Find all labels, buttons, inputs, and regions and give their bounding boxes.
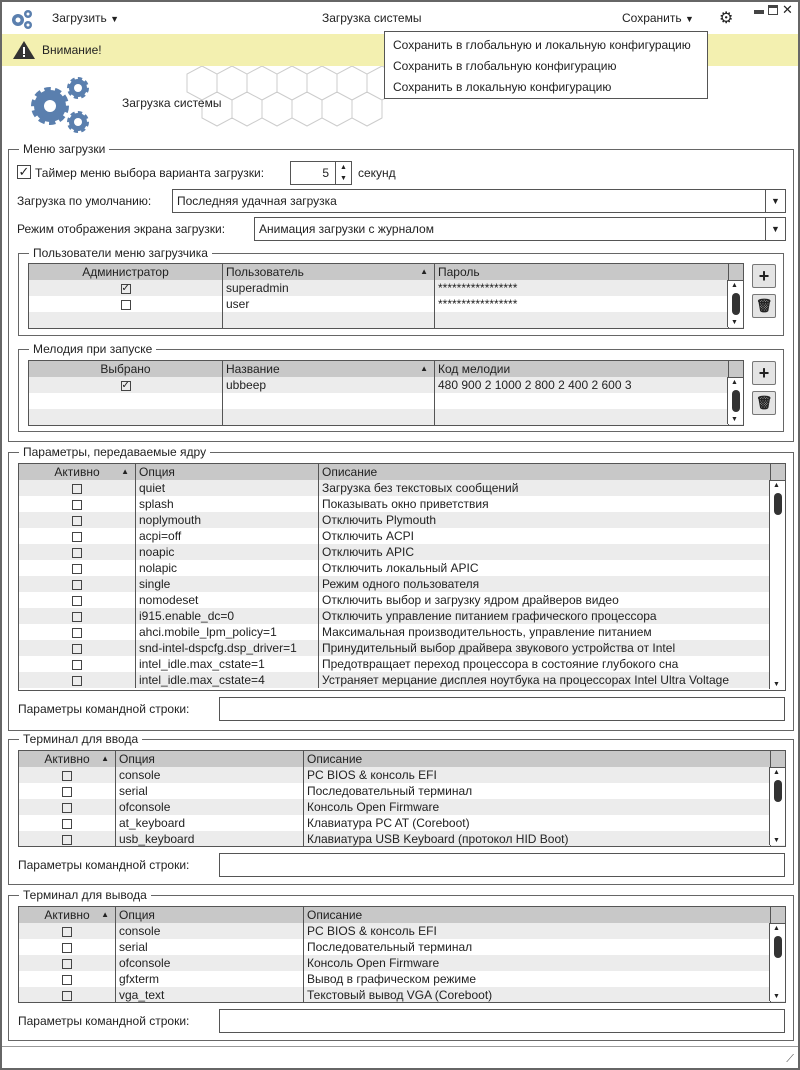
column-header[interactable] bbox=[223, 264, 435, 280]
scroll-down-icon[interactable]: ▼ bbox=[731, 319, 738, 326]
table-header bbox=[29, 361, 743, 377]
row-checkbox[interactable] bbox=[72, 516, 82, 526]
kernel-params-table bbox=[18, 463, 786, 691]
header-title: Загрузка системы bbox=[122, 96, 222, 110]
table-row[interactable] bbox=[19, 496, 785, 512]
table-cell: user bbox=[223, 296, 435, 312]
empty-cell bbox=[223, 425, 435, 426]
sort-asc-icon[interactable]: ▲ bbox=[101, 754, 109, 763]
table-cell: Последовательный терминал bbox=[304, 939, 771, 955]
empty-cell bbox=[29, 328, 223, 329]
table-cell: Предотвращает переход процессора в состояние глубокого сна bbox=[319, 656, 771, 672]
empty-cell bbox=[223, 409, 435, 425]
checkbox-cell bbox=[19, 767, 116, 783]
table-header bbox=[19, 907, 785, 923]
save-menu-button[interactable] bbox=[622, 11, 694, 25]
table-cell: Последовательный терминал bbox=[304, 783, 771, 799]
table-cell: single bbox=[136, 576, 319, 592]
table-cell: Устраняет мерцание дисплея ноутбука на процессорах Intel Ultra Voltage bbox=[319, 672, 771, 688]
app-gears-icon bbox=[10, 8, 34, 30]
trash-icon: 🗑 bbox=[755, 395, 773, 410]
column-header-label: Пароль bbox=[438, 265, 480, 279]
column-header-label: Опция bbox=[119, 908, 155, 922]
column-header[interactable] bbox=[223, 361, 435, 377]
group-legend: Терминал для вывода bbox=[19, 888, 151, 902]
table-cell: Показывать окно приветствия bbox=[319, 496, 771, 512]
row-checkbox[interactable] bbox=[62, 991, 72, 1001]
row-checkbox[interactable] bbox=[62, 835, 72, 845]
table-row[interactable] bbox=[19, 608, 785, 624]
kernel-cmdline-input[interactable] bbox=[219, 697, 785, 721]
table-row[interactable] bbox=[29, 328, 743, 329]
checkbox-cell bbox=[19, 939, 116, 955]
scroll-down-icon[interactable]: ▼ bbox=[773, 837, 780, 844]
row-checkbox[interactable] bbox=[62, 959, 72, 969]
window-title: Загрузка системы bbox=[322, 11, 422, 25]
table-cell: Текстовый вывод VGA (Coreboot) bbox=[304, 987, 771, 1003]
table-row[interactable] bbox=[29, 296, 743, 312]
table-cell: quiet bbox=[136, 480, 319, 496]
scroll-up-icon[interactable]: ▲ bbox=[731, 379, 738, 386]
column-header[interactable] bbox=[19, 751, 116, 767]
plus-icon: + bbox=[758, 265, 770, 286]
add-user-button[interactable] bbox=[752, 264, 776, 288]
table-row[interactable] bbox=[19, 560, 785, 576]
terminal-input-cmdline-label: Параметры командной строки: bbox=[18, 858, 190, 872]
table-row[interactable] bbox=[29, 409, 743, 425]
column-header[interactable] bbox=[304, 751, 771, 767]
column-header[interactable] bbox=[136, 464, 319, 480]
table-cell: Загрузка без текстовых сообщений bbox=[319, 480, 771, 496]
table-row[interactable] bbox=[29, 377, 743, 393]
header-gears-icon bbox=[28, 74, 94, 138]
checkbox-cell bbox=[19, 656, 136, 672]
status-bar-divider bbox=[2, 1046, 798, 1047]
table-cell: i915.enable_dc=0 bbox=[136, 608, 319, 624]
timer-value: 5 bbox=[322, 166, 329, 180]
scroll-down-icon[interactable]: ▼ bbox=[773, 993, 780, 1000]
checkbox-cell bbox=[19, 528, 136, 544]
display-mode-label: Режим отображения экрана загрузки: bbox=[17, 222, 226, 236]
table-cell: noplymouth bbox=[136, 512, 319, 528]
add-melody-button[interactable] bbox=[752, 361, 776, 385]
column-header[interactable] bbox=[435, 361, 729, 377]
timer-checkbox[interactable]: ✓ bbox=[18, 164, 30, 179]
table-row[interactable] bbox=[29, 425, 743, 426]
table-row[interactable] bbox=[29, 280, 743, 296]
row-checkbox[interactable] bbox=[72, 548, 82, 558]
table-row[interactable] bbox=[19, 939, 785, 955]
checkbox-cell bbox=[19, 672, 136, 688]
column-header-label: Активно bbox=[54, 465, 100, 479]
column-header[interactable] bbox=[19, 907, 116, 923]
empty-cell bbox=[435, 409, 729, 425]
table-cell: usb_keyboard bbox=[116, 831, 304, 847]
row-checkbox[interactable] bbox=[72, 580, 82, 590]
table-cell: nolapic bbox=[136, 560, 319, 576]
row-checkbox[interactable] bbox=[72, 596, 82, 606]
title-bar bbox=[2, 2, 798, 34]
table-cell: at_keyboard bbox=[116, 815, 304, 831]
checkbox-cell bbox=[29, 296, 223, 312]
scroll-down-icon[interactable]: ▼ bbox=[731, 416, 738, 423]
scroll-up-icon[interactable]: ▲ bbox=[773, 925, 780, 932]
scrollbar-thumb[interactable] bbox=[732, 390, 740, 412]
default-boot-select[interactable] bbox=[172, 189, 786, 213]
column-header[interactable] bbox=[116, 751, 304, 767]
timer-unit: секунд bbox=[358, 166, 396, 180]
checkbox-cell bbox=[19, 560, 136, 576]
display-mode-value: Анимация загрузки с журналом bbox=[259, 222, 434, 236]
column-header-label: Название bbox=[226, 362, 280, 376]
group-legend: Параметры, передаваемые ядру bbox=[19, 445, 210, 459]
row-checkbox[interactable] bbox=[72, 500, 82, 510]
row-checkbox[interactable] bbox=[62, 943, 72, 953]
table-cell: vga_text bbox=[116, 987, 304, 1003]
checkbox-cell bbox=[19, 608, 136, 624]
checkbox-cell bbox=[19, 971, 116, 987]
caret-down-icon: ▼ bbox=[110, 14, 120, 24]
table-cell: Принудительный выбор драйвера звукового устройства от Intel bbox=[319, 640, 771, 656]
table-row[interactable] bbox=[19, 512, 785, 528]
table-cell: superadmin bbox=[223, 280, 435, 296]
row-checkbox[interactable] bbox=[121, 300, 131, 310]
table-header bbox=[19, 464, 785, 480]
table-row[interactable] bbox=[19, 767, 785, 783]
row-checkbox[interactable] bbox=[72, 676, 82, 686]
trash-icon: 🗑 bbox=[755, 298, 773, 313]
caret-down-icon: ▼ bbox=[684, 14, 694, 24]
group-legend: Меню загрузки bbox=[19, 142, 109, 156]
checkbox-cell bbox=[19, 799, 116, 815]
table-cell: noapic bbox=[136, 544, 319, 560]
scroll-up-icon[interactable]: ▲ bbox=[773, 769, 780, 776]
load-menu-button[interactable] bbox=[52, 11, 119, 25]
table-cell: Вывод в графическом режиме bbox=[304, 971, 771, 987]
kernel-cmdline-label: Параметры командной строки: bbox=[18, 702, 190, 716]
maximize-icon[interactable] bbox=[768, 5, 778, 15]
column-header[interactable] bbox=[29, 264, 223, 280]
column-header[interactable] bbox=[116, 907, 304, 923]
melody-table bbox=[28, 360, 744, 426]
delete-user-button[interactable] bbox=[752, 294, 776, 318]
checkbox-cell bbox=[19, 544, 136, 560]
sort-asc-icon[interactable]: ▲ bbox=[420, 364, 428, 373]
row-checkbox[interactable] bbox=[62, 803, 72, 813]
table-row[interactable] bbox=[19, 576, 785, 592]
table-row[interactable] bbox=[19, 783, 785, 799]
table-row[interactable] bbox=[19, 831, 785, 847]
column-header[interactable] bbox=[319, 464, 771, 480]
table-cell: 480 900 2 1000 2 800 2 400 2 600 3 bbox=[435, 377, 729, 393]
scroll-up-icon[interactable]: ▲ bbox=[731, 282, 738, 289]
scroll-down-icon[interactable]: ▼ bbox=[773, 681, 780, 688]
terminal-input-cmdline-input[interactable] bbox=[219, 853, 785, 877]
table-cell: Консоль Open Firmware bbox=[304, 955, 771, 971]
row-checkbox[interactable] bbox=[62, 927, 72, 937]
table-cell: snd-intel-dspcfg.dsp_driver=1 bbox=[136, 640, 319, 656]
settings-gear-icon[interactable]: ⚙ bbox=[719, 10, 734, 27]
terminal-output-cmdline-label: Параметры командной строки: bbox=[18, 1014, 190, 1028]
timer-stepper[interactable] bbox=[290, 161, 352, 185]
table-cell: console bbox=[116, 767, 304, 783]
scrollbar-thumb[interactable] bbox=[774, 936, 782, 958]
table-row[interactable] bbox=[19, 528, 785, 544]
table-cell: Отключить ACPI bbox=[319, 528, 771, 544]
column-header[interactable] bbox=[29, 361, 223, 377]
table-cell: ubbeep bbox=[223, 377, 435, 393]
checkbox-cell bbox=[19, 640, 136, 656]
table-cell: Отключить выбор и загрузку ядром драйверов видео bbox=[319, 592, 771, 608]
column-header-label: Пользователь bbox=[226, 265, 304, 279]
resize-grip-icon[interactable]: ⟋ bbox=[786, 1053, 794, 1065]
checkbox-cell bbox=[19, 576, 136, 592]
table-cell: serial bbox=[116, 783, 304, 799]
checkbox-cell bbox=[19, 496, 136, 512]
scrollbar[interactable] bbox=[769, 767, 785, 845]
table-cell: Отключить APIC bbox=[319, 544, 771, 560]
table-cell: Отключить локальный APIC bbox=[319, 560, 771, 576]
empty-cell bbox=[223, 312, 435, 328]
scrollbar-thumb[interactable] bbox=[774, 780, 782, 802]
row-checkbox[interactable] bbox=[72, 628, 82, 638]
users-table bbox=[28, 263, 744, 329]
table-cell: serial bbox=[116, 939, 304, 955]
load-menu-label: Загрузить bbox=[52, 11, 107, 25]
table-row[interactable] bbox=[19, 624, 785, 640]
minimize-icon[interactable] bbox=[754, 10, 764, 14]
default-boot-label: Загрузка по умолчанию: bbox=[17, 194, 152, 208]
table-cell: nomodeset bbox=[136, 592, 319, 608]
table-cell: gfxterm bbox=[116, 971, 304, 987]
empty-cell bbox=[435, 312, 729, 328]
plus-icon: + bbox=[758, 362, 770, 383]
default-boot-value: Последняя удачная загрузка bbox=[177, 194, 337, 208]
table-cell: ahci.mobile_lpm_policy=1 bbox=[136, 624, 319, 640]
warning-text: Внимание! bbox=[42, 43, 102, 57]
table-cell: PC BIOS & консоль EFI bbox=[304, 767, 771, 783]
table-cell: Отключить Plymouth bbox=[319, 512, 771, 528]
row-checkbox[interactable] bbox=[72, 660, 82, 670]
checkbox-cell bbox=[19, 512, 136, 528]
scrollbar-thumb[interactable] bbox=[774, 493, 782, 515]
row-checkbox[interactable] bbox=[72, 612, 82, 622]
column-header-label: Выбрано bbox=[100, 362, 151, 376]
table-cell: PC BIOS & консоль EFI bbox=[304, 923, 771, 939]
column-header-label: Опция bbox=[139, 465, 175, 479]
sort-asc-icon[interactable]: ▲ bbox=[101, 910, 109, 919]
checkbox-cell bbox=[19, 831, 116, 847]
menu-item-save-global-local[interactable]: Сохранить в глобальную и локальную конфигурацию bbox=[393, 38, 691, 52]
table-cell: Консоль Open Firmware bbox=[304, 799, 771, 815]
table-cell: console bbox=[116, 923, 304, 939]
dropdown-arrow-icon[interactable]: ▼ bbox=[765, 218, 785, 240]
table-row[interactable] bbox=[19, 799, 785, 815]
display-mode-select[interactable] bbox=[254, 217, 786, 241]
column-header-label: Активно bbox=[44, 908, 90, 922]
column-header[interactable] bbox=[304, 907, 771, 923]
table-row[interactable] bbox=[29, 393, 743, 409]
table-cell: acpi=off bbox=[136, 528, 319, 544]
checkbox-cell bbox=[19, 783, 116, 799]
table-cell: Клавиатура PC AT (Coreboot) bbox=[304, 815, 771, 831]
column-header-label: Код мелодии bbox=[438, 362, 511, 376]
table-cell: Режим одного пользователя bbox=[319, 576, 771, 592]
table-cell: intel_idle.max_cstate=1 bbox=[136, 656, 319, 672]
empty-cell bbox=[223, 328, 435, 329]
table-row[interactable] bbox=[19, 544, 785, 560]
scroll-up-icon[interactable]: ▲ bbox=[773, 482, 780, 489]
table-row[interactable] bbox=[19, 971, 785, 987]
table-cell: ofconsole bbox=[116, 799, 304, 815]
row-checkbox[interactable]: ✓ bbox=[121, 282, 130, 294]
table-row[interactable] bbox=[19, 592, 785, 608]
table-cell: Максимальная производительность, управление питанием bbox=[319, 624, 771, 640]
row-checkbox[interactable] bbox=[72, 644, 82, 654]
stepper-arrows-icon[interactable]: ▲ ▼ bbox=[335, 162, 351, 184]
table-cell: Отключить управление питанием графического процессора bbox=[319, 608, 771, 624]
save-dropdown-menu bbox=[384, 31, 708, 99]
column-header-label: Активно bbox=[44, 752, 90, 766]
table-row[interactable] bbox=[19, 955, 785, 971]
row-checkbox[interactable] bbox=[62, 787, 72, 797]
column-header[interactable] bbox=[19, 464, 136, 480]
menu-item-save-global[interactable]: Сохранить в глобальную конфигурацию bbox=[393, 59, 617, 73]
row-checkbox[interactable] bbox=[72, 564, 82, 574]
checkbox-cell bbox=[19, 815, 116, 831]
scrollbar[interactable] bbox=[727, 377, 743, 424]
scrollbar-thumb[interactable] bbox=[732, 293, 740, 315]
table-row[interactable] bbox=[29, 312, 743, 328]
table-cell: ***************** bbox=[435, 280, 729, 296]
table-cell: intel_idle.max_cstate=4 bbox=[136, 672, 319, 688]
sort-asc-icon[interactable]: ▲ bbox=[420, 267, 428, 276]
terminal-output-cmdline-input[interactable] bbox=[219, 1009, 785, 1033]
group-legend: Пользователи меню загрузчика bbox=[29, 246, 212, 260]
table-header bbox=[29, 264, 743, 280]
table-cell: ofconsole bbox=[116, 955, 304, 971]
sort-asc-icon[interactable]: ▲ bbox=[121, 467, 129, 476]
warning-icon bbox=[12, 40, 36, 60]
row-checkbox[interactable] bbox=[72, 484, 82, 494]
table-cell: splash bbox=[136, 496, 319, 512]
empty-cell bbox=[29, 425, 223, 426]
empty-cell bbox=[29, 409, 223, 425]
checkbox-cell bbox=[19, 955, 116, 971]
table-row[interactable] bbox=[19, 923, 785, 939]
column-header-label: Администратор bbox=[82, 265, 169, 279]
table-cell: ***************** bbox=[435, 296, 729, 312]
menu-item-save-local[interactable]: Сохранить в локальную конфигурацию bbox=[393, 80, 612, 94]
column-header-label: Описание bbox=[307, 908, 363, 922]
checkbox-cell bbox=[29, 280, 223, 296]
table-cell: Клавиатура USB Keyboard (протокол HID Boot) bbox=[304, 831, 771, 847]
terminal-output-table bbox=[18, 906, 786, 1003]
save-menu-label: Сохранить bbox=[622, 11, 682, 25]
row-checkbox[interactable]: ✓ bbox=[121, 379, 130, 391]
table-row[interactable] bbox=[19, 480, 785, 496]
column-header-label: Описание bbox=[307, 752, 363, 766]
scrollbar[interactable] bbox=[769, 480, 785, 689]
group-legend: Мелодия при запуске bbox=[29, 342, 156, 356]
empty-cell bbox=[435, 425, 729, 426]
column-header-label: Опция bbox=[119, 752, 155, 766]
row-checkbox[interactable] bbox=[62, 975, 72, 985]
table-header bbox=[19, 751, 785, 767]
empty-cell bbox=[29, 393, 223, 409]
empty-cell bbox=[435, 393, 729, 409]
table-row[interactable] bbox=[19, 987, 785, 1003]
table-row[interactable] bbox=[19, 656, 785, 672]
row-checkbox[interactable] bbox=[62, 819, 72, 829]
scrollbar[interactable] bbox=[769, 923, 785, 1001]
column-header[interactable] bbox=[435, 264, 729, 280]
empty-cell bbox=[435, 328, 729, 329]
row-checkbox[interactable] bbox=[72, 532, 82, 542]
checkbox-cell bbox=[19, 987, 116, 1003]
close-icon[interactable]: ✕ bbox=[782, 2, 793, 17]
group-legend: Терминал для ввода bbox=[19, 732, 142, 746]
checkbox-cell bbox=[19, 480, 136, 496]
checkbox-cell bbox=[19, 592, 136, 608]
timer-label: Таймер меню выбора варианта загрузки: bbox=[35, 166, 265, 180]
terminal-input-table bbox=[18, 750, 786, 847]
empty-cell bbox=[223, 393, 435, 409]
scrollbar[interactable] bbox=[727, 280, 743, 327]
delete-melody-button[interactable] bbox=[752, 391, 776, 415]
checkbox-cell bbox=[29, 377, 223, 393]
table-row[interactable] bbox=[19, 815, 785, 831]
checkbox-cell bbox=[19, 923, 116, 939]
table-row[interactable] bbox=[19, 640, 785, 656]
column-header-label: Описание bbox=[322, 465, 378, 479]
dropdown-arrow-icon[interactable]: ▼ bbox=[765, 190, 785, 212]
empty-cell bbox=[29, 312, 223, 328]
checkbox-cell bbox=[19, 624, 136, 640]
row-checkbox[interactable] bbox=[62, 771, 72, 781]
table-row[interactable] bbox=[19, 672, 785, 688]
